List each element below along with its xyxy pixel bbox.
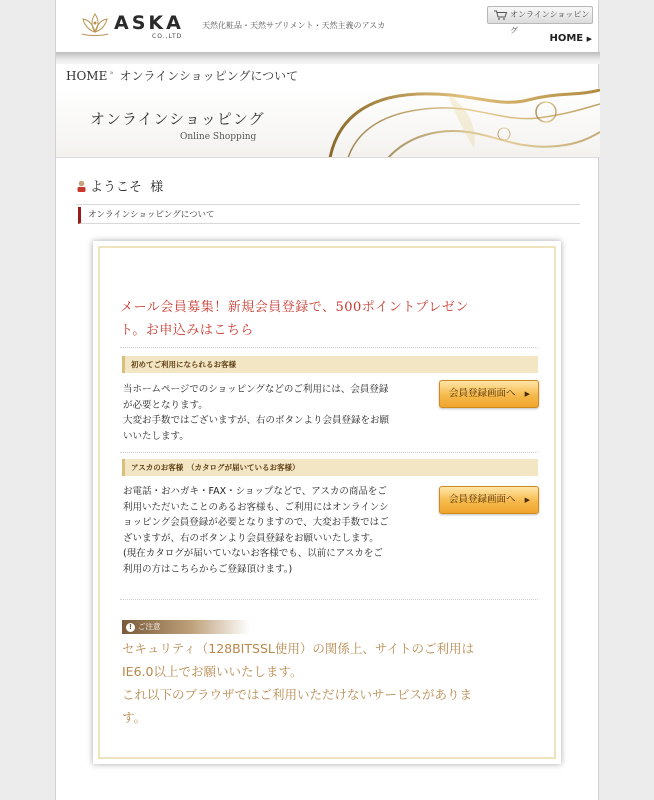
breadcrumb-current: オンラインショッピングについて [119,69,299,83]
register-button-new[interactable] [439,380,539,408]
triangle-right-icon: ▶ [524,496,530,504]
breadcrumb [66,67,298,84]
gold-swirl-decoration [328,88,600,158]
site-tagline: 天然化粧品・天然サプリメント・天然主義のアスカ [202,21,386,30]
notice-line: IE6.0以上でお願いいたします。 [122,664,303,679]
existing-customer-heading: アスカのお客様 （カタログが届いているお客様） [122,459,538,476]
register-button-existing[interactable] [439,486,539,514]
existing-customer-text [123,484,423,577]
text-line: お電話・おハガキ・FAX・ショップなどで、アスカの商品をご [123,486,387,497]
text-line: (現在カタログが届いていないお客様でも、以前にアスカをご [123,548,383,559]
hero-subtitle: Online Shopping [180,132,257,142]
aska-logo[interactable] [78,8,198,42]
cart-icon [494,10,507,20]
notice-line: これ以下のブラウザではご利用いただけないサービスがありま [122,687,473,702]
notice-tag-label: ご注意 [138,622,161,631]
register-button-label: 会員登録画面へ [449,388,516,399]
triangle-right-icon: ▶ [586,35,592,43]
promo-line-2: ト。お申込みは [120,323,214,338]
logo-wordmark: ASKA [114,12,184,34]
promo-text [120,296,538,342]
hero-title: オンラインショッピング [90,110,265,128]
header-divider [56,52,600,64]
first-time-text [123,382,423,444]
info-card [93,241,561,764]
online-shopping-button[interactable] [487,6,593,35]
hero-banner [56,88,600,158]
divider [120,599,538,600]
text-line: 当ホームページでのショッピングなどのご利用には、会員登録 [123,384,389,395]
notice-text [122,637,540,729]
divider [120,347,538,348]
home-link-label: HOME [549,33,584,44]
text-line: いいたします。 [123,430,189,442]
home-link[interactable] [549,33,592,44]
triangle-right-icon: ▶ [524,390,530,398]
text-line: 大変お手数ではございますが、右のボタンより会員登録をお願 [123,415,390,426]
text-line: が必要となります。 [123,399,208,411]
info-icon: ! [126,623,135,632]
text-line: 利用の方はこちらからご登録頂けます。) [123,563,293,575]
notice-line: す。 [122,710,147,725]
notice-tag [122,620,250,634]
logo-subtext: CO.,LTD [152,33,183,40]
site-header [56,0,600,52]
logo-lotus-icon [78,8,112,42]
welcome-divider [76,204,580,205]
breadcrumb-home[interactable]: HOME [66,69,108,83]
section-title: オンラインショッピングについて [78,207,580,224]
breadcrumb-separator: » [109,69,114,77]
register-button-label: 会員登録画面へ [449,494,516,505]
welcome-honorific: 様 [150,180,164,195]
text-line: ざいますが、右のボタンより会員登録をお願いいたします。 [123,532,379,544]
promo-line-1: メール会員募集！新規会員登録で、500ポイントプレゼン [120,300,469,315]
first-time-heading: 初めてご利用になられるお客様 [122,356,538,373]
notice-line: セキュリティ（128BITSSL使用）の関係上、サイトのご利用は [122,641,474,656]
online-shopping-label: オンラインショッピング [510,10,590,35]
promo-link[interactable]: こちら [213,323,254,338]
divider [120,452,538,453]
text-line: 利用いただいたことのあるお客様も、ご利用にはオンラインシ [123,501,389,513]
text-line: ョッピング会員登録が必要となりますので、大変お手数ではご [123,517,389,528]
welcome-message [76,176,163,195]
info-card-inner [98,246,556,759]
page [55,0,599,800]
user-icon [76,180,87,192]
welcome-greeting: ようこそ [90,180,143,195]
